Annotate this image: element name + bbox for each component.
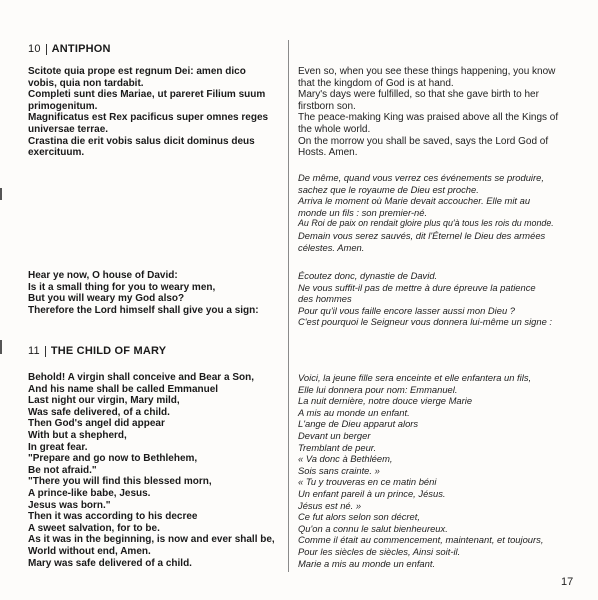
english-verse	[28, 270, 259, 316]
text-line: sachez que le royaume de Dieu est proche.	[298, 183, 479, 195]
text-line: Was safe delivered, of a child.	[28, 406, 170, 418]
text-line: A sweet salvation, for to be.	[28, 522, 160, 534]
french-verse	[298, 270, 552, 328]
french-carol-text	[298, 372, 543, 569]
english-carol-text	[28, 372, 275, 569]
section-title: ANTIPHON	[51, 43, 111, 55]
text-line: Mary's days were fulfilled, so that she gave birth to her	[298, 89, 539, 101]
text-line: On the morrow you shall be saved, says the Lord God of	[298, 135, 549, 147]
text-line: Elle lui donnera pour nom: Emmanuel.	[298, 383, 458, 395]
text-line: Devant un berger	[298, 429, 371, 441]
text-line: célestes. Amen.	[298, 241, 365, 253]
binding-mark	[0, 340, 2, 354]
text-line: Un enfant pareil à un prince, Jésus.	[298, 487, 446, 499]
text-line: Scitote quia prope est regnum Dei: amen dico	[28, 66, 246, 77]
text-line: In great fear.	[28, 441, 88, 453]
text-line: C'est pourquoi le Seigneur vous donnera lui-même un signe :	[298, 316, 553, 328]
text-line: Qu'on a connu le salut bienheureux.	[298, 522, 448, 534]
heading-separator	[45, 346, 46, 357]
section-number: 11	[28, 345, 40, 357]
text-line: exercituum.	[28, 147, 85, 159]
text-line: universae terrae.	[28, 123, 109, 135]
text-line: primogenitum.	[28, 100, 98, 112]
text-line: Ne vous suffit-il pas de mettre à dure épreuve la patience	[298, 281, 536, 293]
text-line: Jésus est né. »	[298, 499, 362, 511]
text-line: « Va donc à Bethléem,	[298, 453, 393, 465]
section-heading-antiphon	[28, 43, 111, 55]
latin-antiphon-text	[28, 66, 268, 159]
text-line: Hear ye now, O house of David:	[28, 270, 178, 281]
section-heading-child-of-mary	[28, 345, 166, 357]
page-number: 17	[561, 576, 574, 588]
text-line: But you will weary my God also?	[28, 293, 185, 305]
text-line: Tremblant de peur.	[298, 441, 377, 453]
text-line: L'ange de Dieu apparut alors	[298, 418, 419, 430]
text-line: « Tu y trouveras en ce matin béni	[298, 476, 437, 488]
text-line: As it was in the beginning, is now and ever shall be,	[28, 534, 275, 546]
text-line: Jesus was born."	[28, 499, 111, 511]
text-line: vobis, quia non tardabit.	[28, 77, 144, 89]
text-line: La nuit dernière, notre douce vierge Marie	[298, 395, 473, 407]
text-line: Then it was according to his decree	[28, 511, 198, 523]
heading-separator	[46, 44, 47, 55]
text-line: Even so, when you see these things happening, you know	[298, 66, 556, 77]
text-line: Comme il était au commencement, maintenant, et toujours,	[298, 534, 544, 546]
text-line: The peace-making King was praised above all the Kings of	[298, 112, 559, 124]
section-number: 10	[28, 43, 41, 55]
text-line: firstborn son.	[298, 100, 356, 112]
text-line: De même, quand vous verrez ces événements se produire,	[298, 172, 544, 183]
text-line: "There you will find this blessed morn,	[28, 476, 212, 488]
binding-mark	[0, 188, 2, 200]
text-line: Demain vous serez sauvés, dit l'Éternel le Dieu des armées	[298, 229, 546, 241]
english-translation	[298, 66, 558, 159]
text-line: that the kingdom of God is at hand.	[298, 77, 454, 89]
text-line: Marie a mis au monde un enfant.	[298, 557, 436, 569]
text-line: Pour qu'il vous faille encore lasser aussi mon Dieu ?	[298, 304, 516, 316]
text-line: monde un fils : son premier-né.	[298, 206, 428, 218]
text-line: Crastina die erit vobis salus dicit dominus deus	[28, 135, 255, 147]
french-translation	[298, 172, 554, 253]
column-divider	[288, 40, 289, 572]
text-line: And his name shall be called Emmanuel	[28, 383, 219, 395]
text-line: Magnificatus est Rex pacificus super omnes reges	[28, 112, 269, 124]
text-line: Behold! A virgin shall conceive and Bear a Son,	[28, 372, 254, 383]
text-line: Completi sunt dies Mariae, ut pareret Filium suum	[28, 89, 266, 101]
text-line: World without end, Amen.	[28, 545, 151, 557]
text-line: Be not afraid."	[28, 464, 97, 476]
text-line: Au Roi de paix on rendait gloire plus qu'à tous les rois du monde.	[298, 218, 554, 229]
section-title: THE CHILD OF MARY	[50, 345, 167, 357]
text-line: Arriva le moment où Marie devait accoucher. Elle mit au	[298, 195, 531, 207]
text-line: Therefore the Lord himself shall give you a sign:	[28, 304, 259, 316]
text-line: the whole world.	[298, 123, 371, 135]
text-line: Ce fut alors selon son décret,	[298, 511, 420, 523]
text-line: Is it a small thing for you to weary men,	[28, 281, 216, 293]
text-line: Hosts. Amen.	[298, 147, 358, 159]
text-line: Mary was safe delivered of a child.	[28, 557, 192, 569]
text-line: With but a shepherd,	[28, 429, 127, 441]
text-line: des hommes	[298, 293, 352, 305]
text-line: Pour les siècles de siècles, Ainsi soit-il.	[298, 545, 461, 557]
text-line: Voici, la jeune fille sera enceinte et elle enfantera un fils,	[298, 372, 532, 383]
text-line: Then God's angel did appear	[28, 418, 165, 430]
text-line: A mis au monde un enfant.	[298, 406, 410, 418]
text-line: Sois sans crainte. »	[298, 464, 380, 476]
text-line: Last night our virgin, Mary mild,	[28, 395, 180, 407]
text-line: Écoutez donc, dynastie de David.	[298, 270, 438, 281]
text-line: A prince-like babe, Jesus.	[28, 487, 151, 499]
text-line: "Prepare and go now to Bethlehem,	[28, 453, 198, 465]
